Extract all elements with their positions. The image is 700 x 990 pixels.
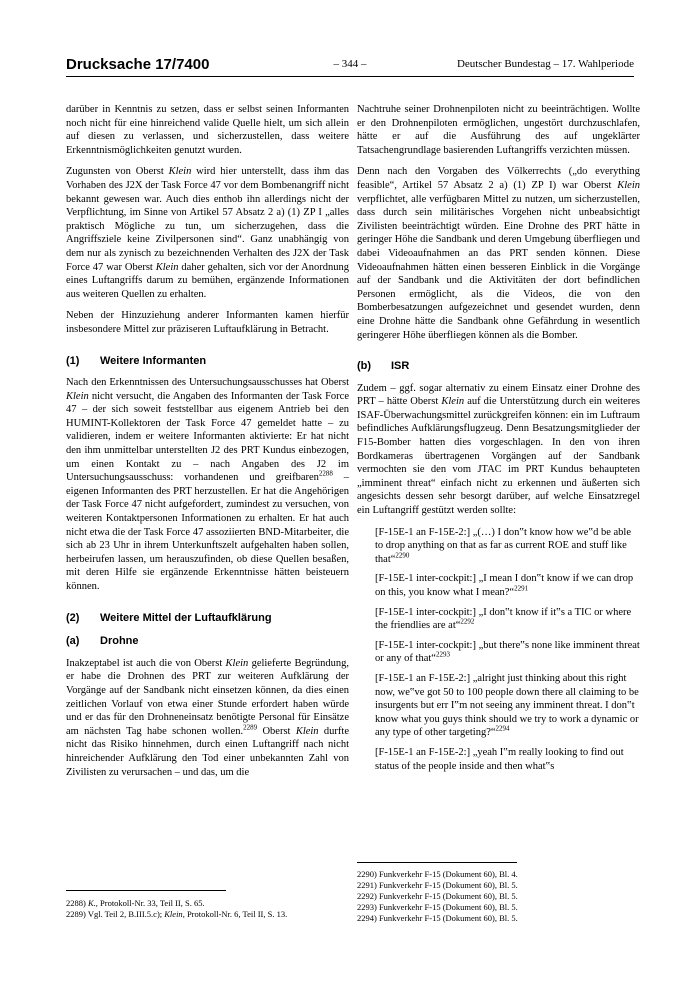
footnote-ref[interactable]: 2290	[395, 551, 410, 560]
left-column	[66, 103, 349, 787]
quote: [F-15E-1 an F-15E-2:] „yeah I‟m really looking to find out status of the people inside and then what‟s	[375, 746, 624, 772]
footnote-ref[interactable]: 2288	[318, 469, 333, 478]
paragraph: darüber in Kenntnis zu setzen, dass er selbst seinen Informanten noch nicht für eine hinreichend valide Quelle hielt, um sich allein auf diesen zu verlassen, und sicherzustellen, dass weitere Erkenntnismöglichkeiten genutzt wurden.	[66, 104, 349, 156]
paragraph: Denn nach den Vorgaben des Völkerrechts („do everything feasible“, Artikel 57 Absatz 2 a) (1) ZP I) war Oberst Klein verpflichtet, alle verfügbaren Mittel zu nutzen, um sicherzustellen, dass durch sein militärisches Vorgehen nicht unbeabsichtigt Zivilisten beeinträchtigt würden. Eine Drohne des PRT hätte in geringer Höhe die Sandbank und deren Umgebung überfliegen und dabei Videoaufnahmen an das PRT senden können. Diese Videoaufnahmen hätten einen besseren Einblick in die Vorgänge auf der Sandbank und die Aktivitäten der dort befindlichen Personen ermöglicht, als die Videos, die von den Bomberbesatzungen aufgezeichnet und gesendet wurden, denn eine Drohne hätte die Sandbank ohne Gefährdung in wesentlich geringerer Höhe überfliegen können als die Bomber.	[357, 166, 640, 341]
footnote-ref[interactable]: 2294	[495, 724, 510, 733]
page-number: – 344 –	[333, 58, 367, 70]
right-column	[357, 103, 640, 779]
footnote-ref[interactable]: 2289	[243, 723, 258, 732]
quote-block	[375, 526, 640, 774]
footnote-ref[interactable]: 2291	[514, 584, 529, 593]
footnote-rule	[66, 890, 226, 891]
doc-label: Drucksache 17/7400	[66, 56, 210, 73]
footnote-rule	[357, 862, 517, 863]
subsection-heading: (a) Drohne	[66, 635, 139, 648]
publisher: Deutscher Bundestag – 17. Wahlperiode	[456, 58, 634, 70]
paragraph: Zugunsten von Oberst Klein wird hier unterstellt, dass ihm das Vorhaben des J2X der Task Force 47 vor dem Bombenangriff nicht bekannt gewesen war. Auch dies enthob ihn allerdings nicht der Verpflichtung, im Sinne von Artikel 57 Absatz 2 a) (1) ZP I „alles praktisch Mögliche zu tun, um sicherzugehen, dass die Angriffsziele keine Zivilpersonen sind“. Ganz unabhängig von dem nur als zynisch zu bezeichnenden Verhalten des J2X der Task Force 47 war Oberst Klein daher gehalten, sich vor der Anordnung eines Luftangriffs darum zu bemühen, ergänzende Informationen aus weiteren Quellen zu erhalten.	[66, 166, 350, 300]
paragraph: Zudem – ggf. sogar alternativ zu einem Einsatz einer Drohne des PRT – hätte Oberst Klein auf die Unterstützung durch ein weiteres ISAF-Überwachungsmittel zurückgreifen können: ein im Luftraum befindliches Aufklärungsflugzeug. Denn Besatzungsmitglieder der F15-Bomber hatten dies vorgeschlagen. In den von ihren Bordkameras übertragenen Vorgängen auf der Sandbank vermochten sie den vom JTAC im PRT Kundus behaupteten „imminent threat“ einfach nicht zu erkennen und äußerten sich angesichts dessen sehr besorgt darüber, auf welche Einsatzregel ein Luftangriff gestützt werden sollte:	[357, 382, 640, 517]
paragraph: Nachtruhe seiner Drohnenpiloten nicht zu beeinträchtigen. Wollte er den Drohnenpiloten ermöglichen, ungestört durchzuschlafen, hätte er auf die Ausführung des auf ungeklärter Tatsachengrundlage basierenden Luftangriffs verzichten müssen.	[357, 104, 640, 156]
quote: [F-15E-1 inter-cockpit:] „I mean I don‟t know if we can drop on this, you know what I mean?“$^{2291}$	[375, 573, 634, 598]
quote: [F-15E-1 an F-15E-2:] „(…) I don‟t know how we‟d be able to drop anything on that as far as current ROE and stuff like that“$^{2290}$	[375, 526, 632, 565]
paragraph: Inakzeptabel ist auch die von Oberst Klein gelieferte Begründung, er habe die Drohnen des PRT zur weiteren Aufklärung der Vorgänge auf der Sandbank nicht einsetzen können, da dies einen zeitlichen Vorlauf von etwa einer Stunde erfordert haben würde und er das für den Drohneneinsatz benötigte Personal für Einsätze am nächsten Tag habe schonen wollen.$^{2289}$ Oberst Klein durfte nicht das Risiko hinnehmen, durch einen Luftangriff nach nicht hinreichender Aufklärung den Tod einer unbekannten Zahl von Zivilisten zu verursachen – und das, um die	[66, 657, 349, 778]
footnote: 2291) Funkverkehr F-15 (Dokument 60), Bl. 5.	[357, 880, 518, 890]
subsection-heading: (b) ISR	[357, 360, 410, 373]
footnote: 2288) K., Protokoll-Nr. 33, Teil II, S. 65.	[66, 898, 205, 908]
footnote: 2290) Funkverkehr F-15 (Dokument 60), Bl. 4.	[357, 869, 518, 879]
header-rule	[66, 76, 634, 77]
quote: [F-15E-1 an F-15E-2:] „alright just thinking about this right now, we‟ve got 50 to 100 people down there all claiming to be insurgents but err I‟m not seeing any imminent threat. I don‟t know what you guys think should we try to work a dynamic or any type of other targeting?“$^{2294}$	[375, 672, 639, 739]
quote: [F-15E-1 inter-cockpit:] „but there‟s none like imminent threat or any of that“$^{2293}$	[375, 639, 640, 665]
quote: [F-15E-1 inter-cockpit:] „I don‟t know if it‟s a TIC or where the friendlies are at“$^{2292}$	[375, 606, 632, 632]
footnotes-left	[66, 898, 349, 920]
footnote: 2289) Vgl. Teil 2, B.III.5.c); Klein, Protokoll-Nr. 6, Teil II, S. 13.	[66, 909, 288, 919]
footnote: 2294) Funkverkehr F-15 (Dokument 60), Bl. 5.	[357, 913, 518, 923]
footnote-ref[interactable]: 2292	[460, 617, 475, 626]
footnote-ref[interactable]: 2293	[435, 650, 450, 659]
footnotes-right	[357, 869, 640, 924]
paragraph: Nach den Erkenntnissen des Untersuchungsausschusses hat Oberst Klein nicht versucht, die Angaben des Informanten der Task Force 47 – der sich soweit feststellbar aus eigenem Antrieb bei den HUMINT-Kollektoren der Task Force 47 gemeldet hatte – zu validieren, indem er weitere Informanten aktivierte: Er hat nicht den ihm unmittelbar unterstellten J2 des PRT Kundus einbezogen, um einen Kontakt zu – nach Angaben des J2 im Untersuchungsausschuss: vorhandenen und greifbaren$^{2288}$ – eigenen Informanten des PRT herzustellen. Er hat die Angehörigen der Task Force 47 nicht aufgefordert, zumindest zu versuchen, von weiteren Kontaktpersonen Informationen zu erhalten. Er hat auch nicht etwa die der Task Force 47 assoziierten BND-Mitarbeiter, die sich ab 23 Uhr in ihrem Unterkunftszelt aufgehalten haben sollen, herbeirufen lassen, um herauszufinden, ob diese Quellen besaßen, mit deren Hilfe sie ergänzende Erkenntnisse hätten beisteuern können.	[66, 377, 349, 592]
footnote: 2292) Funkverkehr F-15 (Dokument 60), Bl. 5.	[357, 891, 518, 901]
section-heading: (1) Weitere Informanten	[66, 354, 207, 367]
footnote: 2293) Funkverkehr F-15 (Dokument 60), Bl. 5.	[357, 902, 518, 912]
paragraph: Neben der Hinzuziehung anderer Informanten kamen hierfür insbesondere Mittel zur präziseren Luftaufklärung in Betracht.	[66, 310, 349, 335]
section-heading: (2) Weitere Mittel der Luftaufklärung	[66, 611, 272, 624]
running-header	[66, 56, 634, 78]
